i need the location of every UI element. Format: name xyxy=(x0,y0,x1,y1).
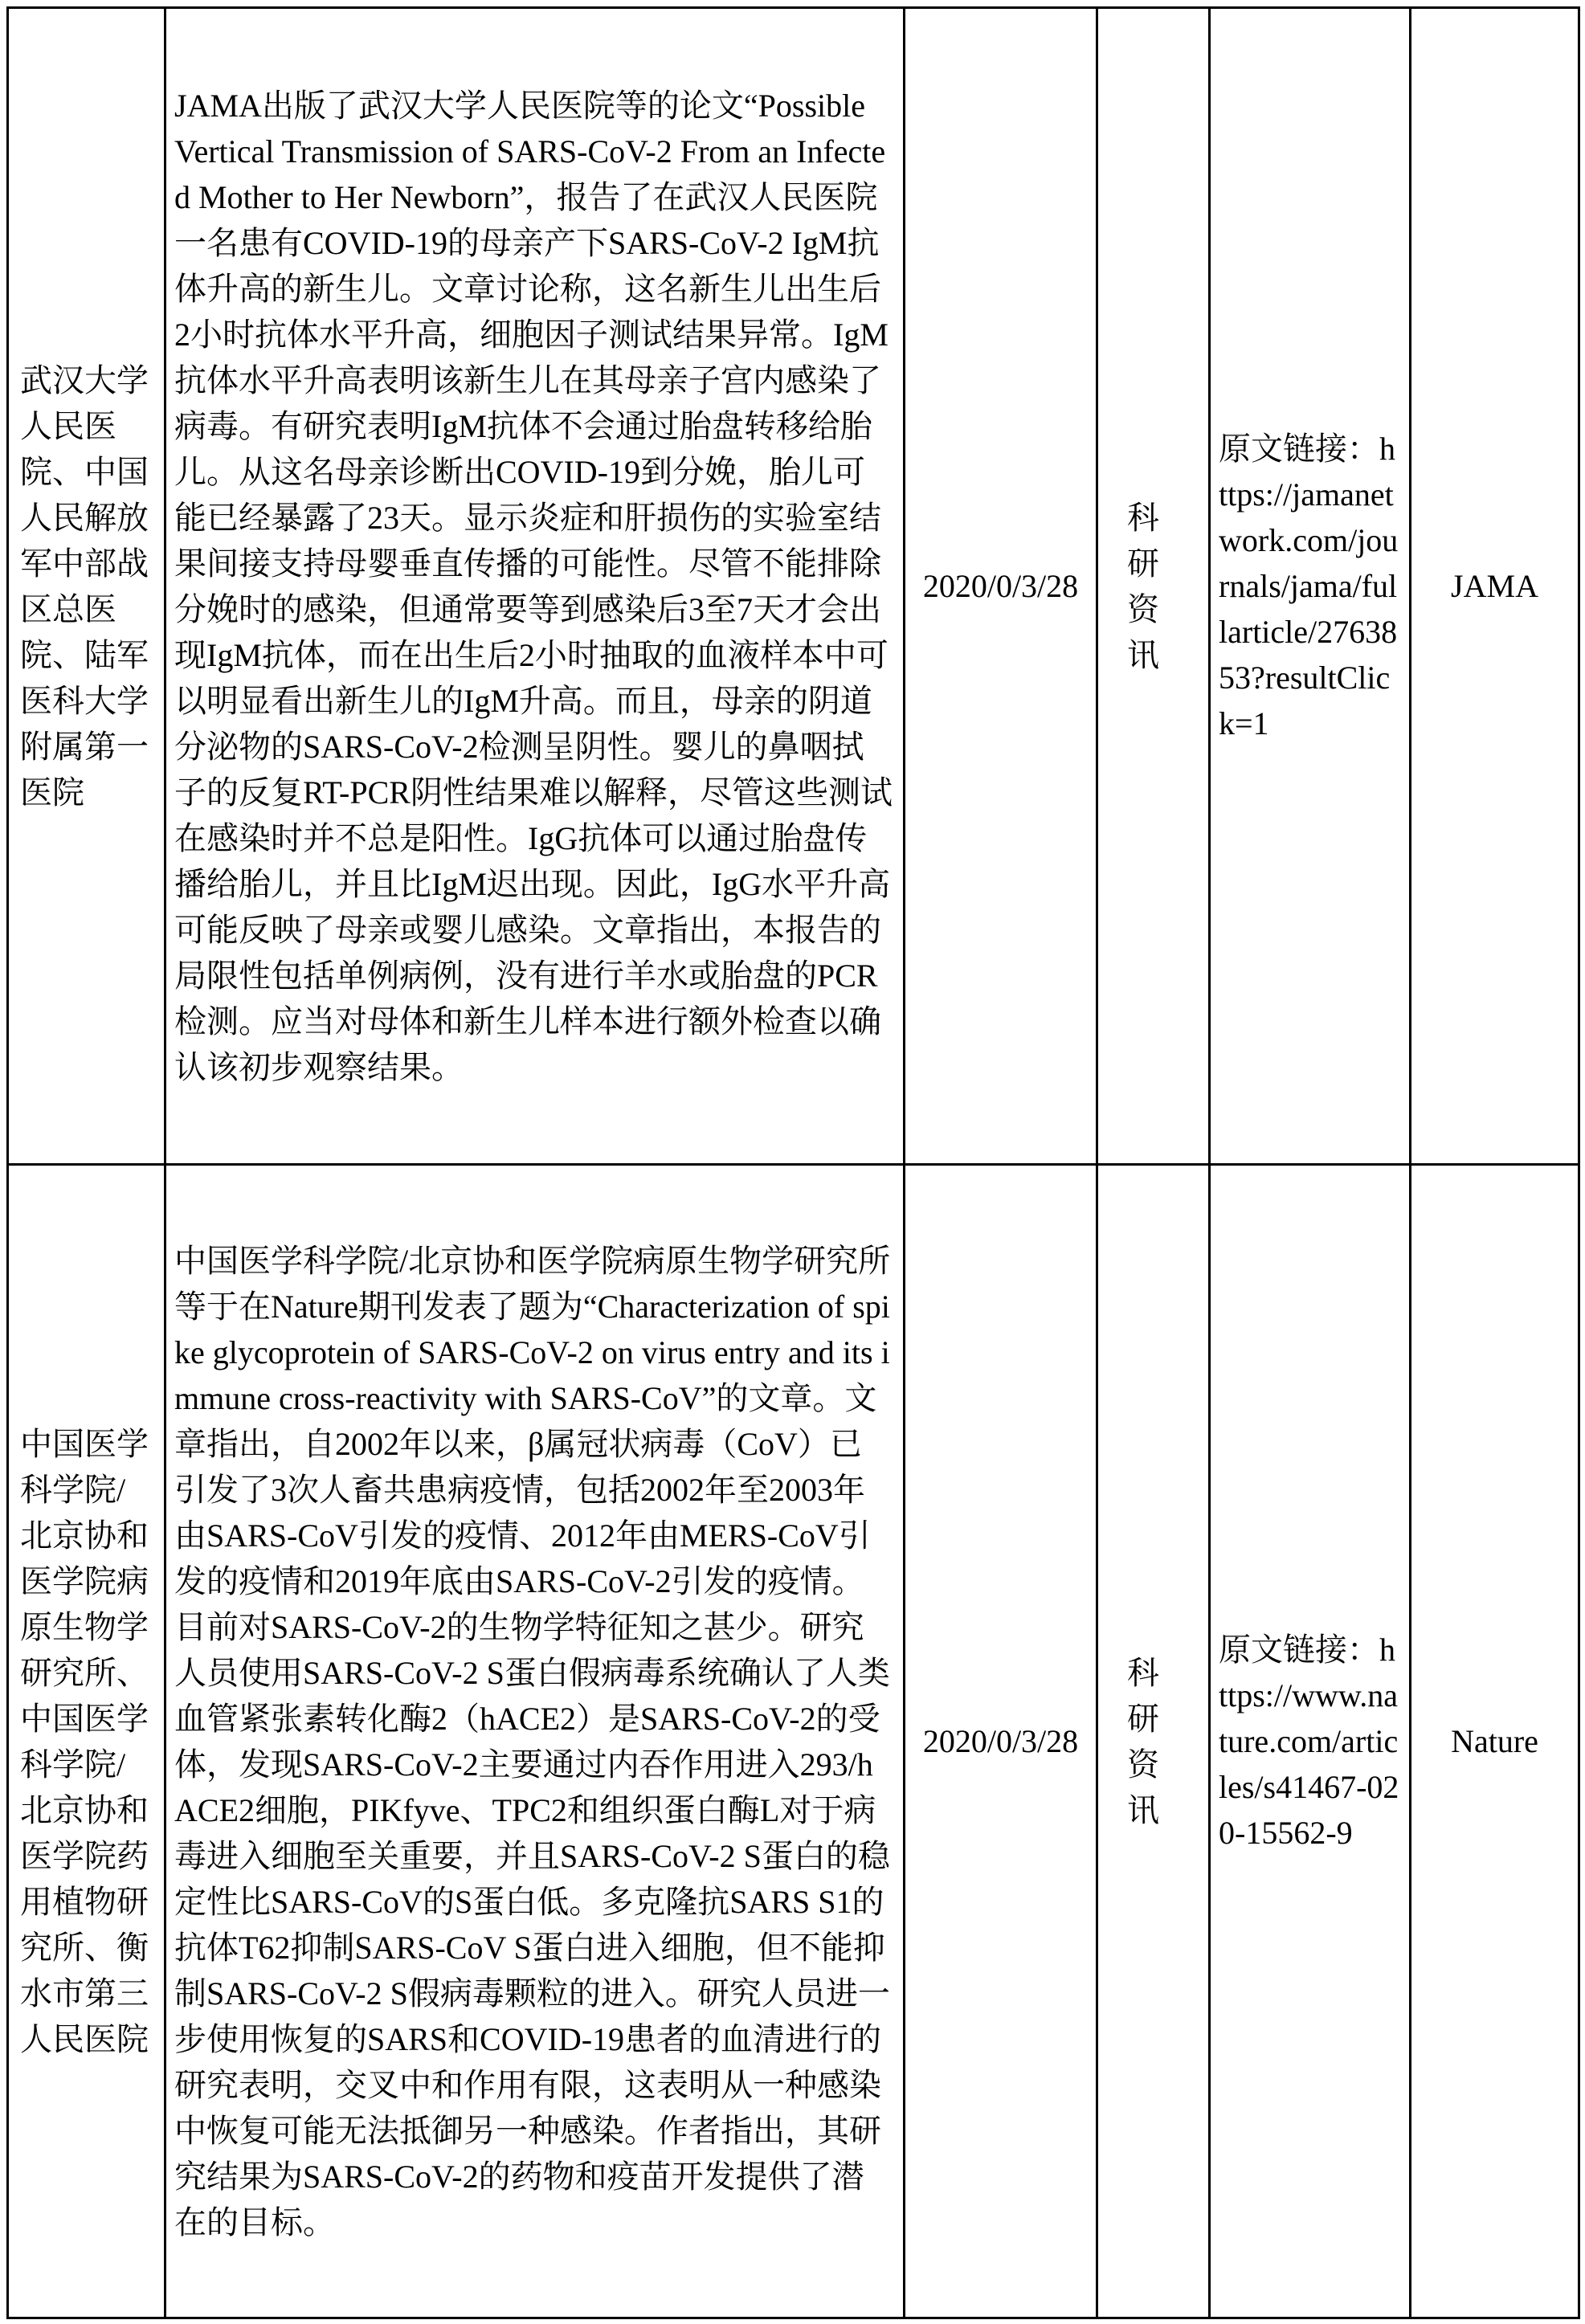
table-row xyxy=(8,1165,1579,2318)
summary-cell: JAMA出版了武汉大学人民医院等的论文“Possible Vertical Transmission of SARS-CoV-2 From an Infected Mother to Her Newborn”，报告了在武汉人民医院一名患有COVID-19的母亲产下SARS-CoV-2 IgM抗体升高的新生儿。文章讨论称，这名新生儿出生后2小时抗体水平升高，细胞因子测试结果异常。IgM抗体水平升高表明该新生儿在其母亲子宫内感染了病毒。有研究表明IgM抗体不会通过胎盘转移给胎儿。从这名母亲诊断出COVID-19到分娩，胎儿可能已经暴露了23天。显示炎症和肝损伤的实验室结果间接支持母婴垂直传播的可能性。尽管不能排除分娩时的感染，但通常要等到感染后3至7天才会出现IgM抗体，而在出生后2小时抽取的血液样本中可以明显看出新生儿的IgM升高。而且，母亲的阴道分泌物的SARS-CoV-2检测呈阴性。婴儿的鼻咽拭子的反复RT-PCR阴性结果难以解释，尽管这些测试在感染时并不总是阳性。IgG抗体可以通过胎盘传播给胎儿，并且比IgM迟出现。因此，IgG水平升高可能反映了母亲或婴儿感染。文章指出，本报告的局限性包括单例病例，没有进行羊水或胎盘的PCR检测。应当对母体和新生儿样本进行额外检查以确认该初步观察结果。 xyxy=(165,8,905,1165)
link-cell[interactable]: 原文链接：https://jamanetwork.com/journals/jama/fullarticle/2763853?resultClick=1 xyxy=(1210,8,1411,1165)
link-cell[interactable]: 原文链接：https://www.nature.com/articles/s41467-020-15562-9 xyxy=(1210,1165,1411,2318)
institution-cell: 中国医学科学院/北京协和医学院病原生物学研究所、中国医学科学院/北京协和医学院药用植物研究所、衡水市第三人民医院 xyxy=(8,1165,165,2318)
date-cell: 2020/0/3/28 xyxy=(905,8,1097,1165)
institution-cell: 武汉大学人民医院、中国人民解放军中部战区总医院、陆军医科大学附属第一医院 xyxy=(8,8,165,1165)
summary-cell: 中国医学科学院/北京协和医学院病原生物学研究所等于在Nature期刊发表了题为“Characterization of spike glycoprotein of SARS-CoV-2 on virus entry and its immune cross-reactivity with SARS-CoV”的文章。文章指出，自2002年以来，β属冠状病毒（CoV）已引发了3次人畜共患病疫情，包括2002年至2003年由SARS-CoV引发的疫情、2012年由MERS-CoV引发的疫情和2019年底由SARS-CoV-2引发的疫情。目前对SARS-CoV-2的生物学特征知之甚少。研究人员使用SARS-CoV-2 S蛋白假病毒系统确认了人类血管紧张素转化酶2（hACE2）是SARS-CoV-2的受体，发现SARS-CoV-2主要通过内吞作用进入293/hACE2细胞，PIKfyve、TPC2和组织蛋白酶L对于病毒进入细胞至关重要，并且SARS-CoV-2 S蛋白的稳定性比SARS-CoV的S蛋白低。多克隆抗SARS S1的抗体T62抑制SARS-CoV S蛋白进入细胞，但不能抑制SARS-CoV-2 S假病毒颗粒的进入。研究人员进一步使用恢复的SARS和COVID-19患者的血清进行的研究表明，交叉中和作用有限，这表明从一种感染中恢复可能无法抵御另一种感染。作者指出，其研究结果为SARS-CoV-2的药物和疫苗开发提供了潜在的目标。 xyxy=(165,1165,905,2318)
date-cell: 2020/0/3/28 xyxy=(905,1165,1097,2318)
news-table xyxy=(6,6,1580,2319)
source-cell: JAMA xyxy=(1411,8,1579,1165)
table-row xyxy=(8,8,1579,1165)
category-cell: 科研资讯 xyxy=(1097,1165,1210,2318)
source-cell: Nature xyxy=(1411,1165,1579,2318)
category-cell: 科研资讯 xyxy=(1097,8,1210,1165)
